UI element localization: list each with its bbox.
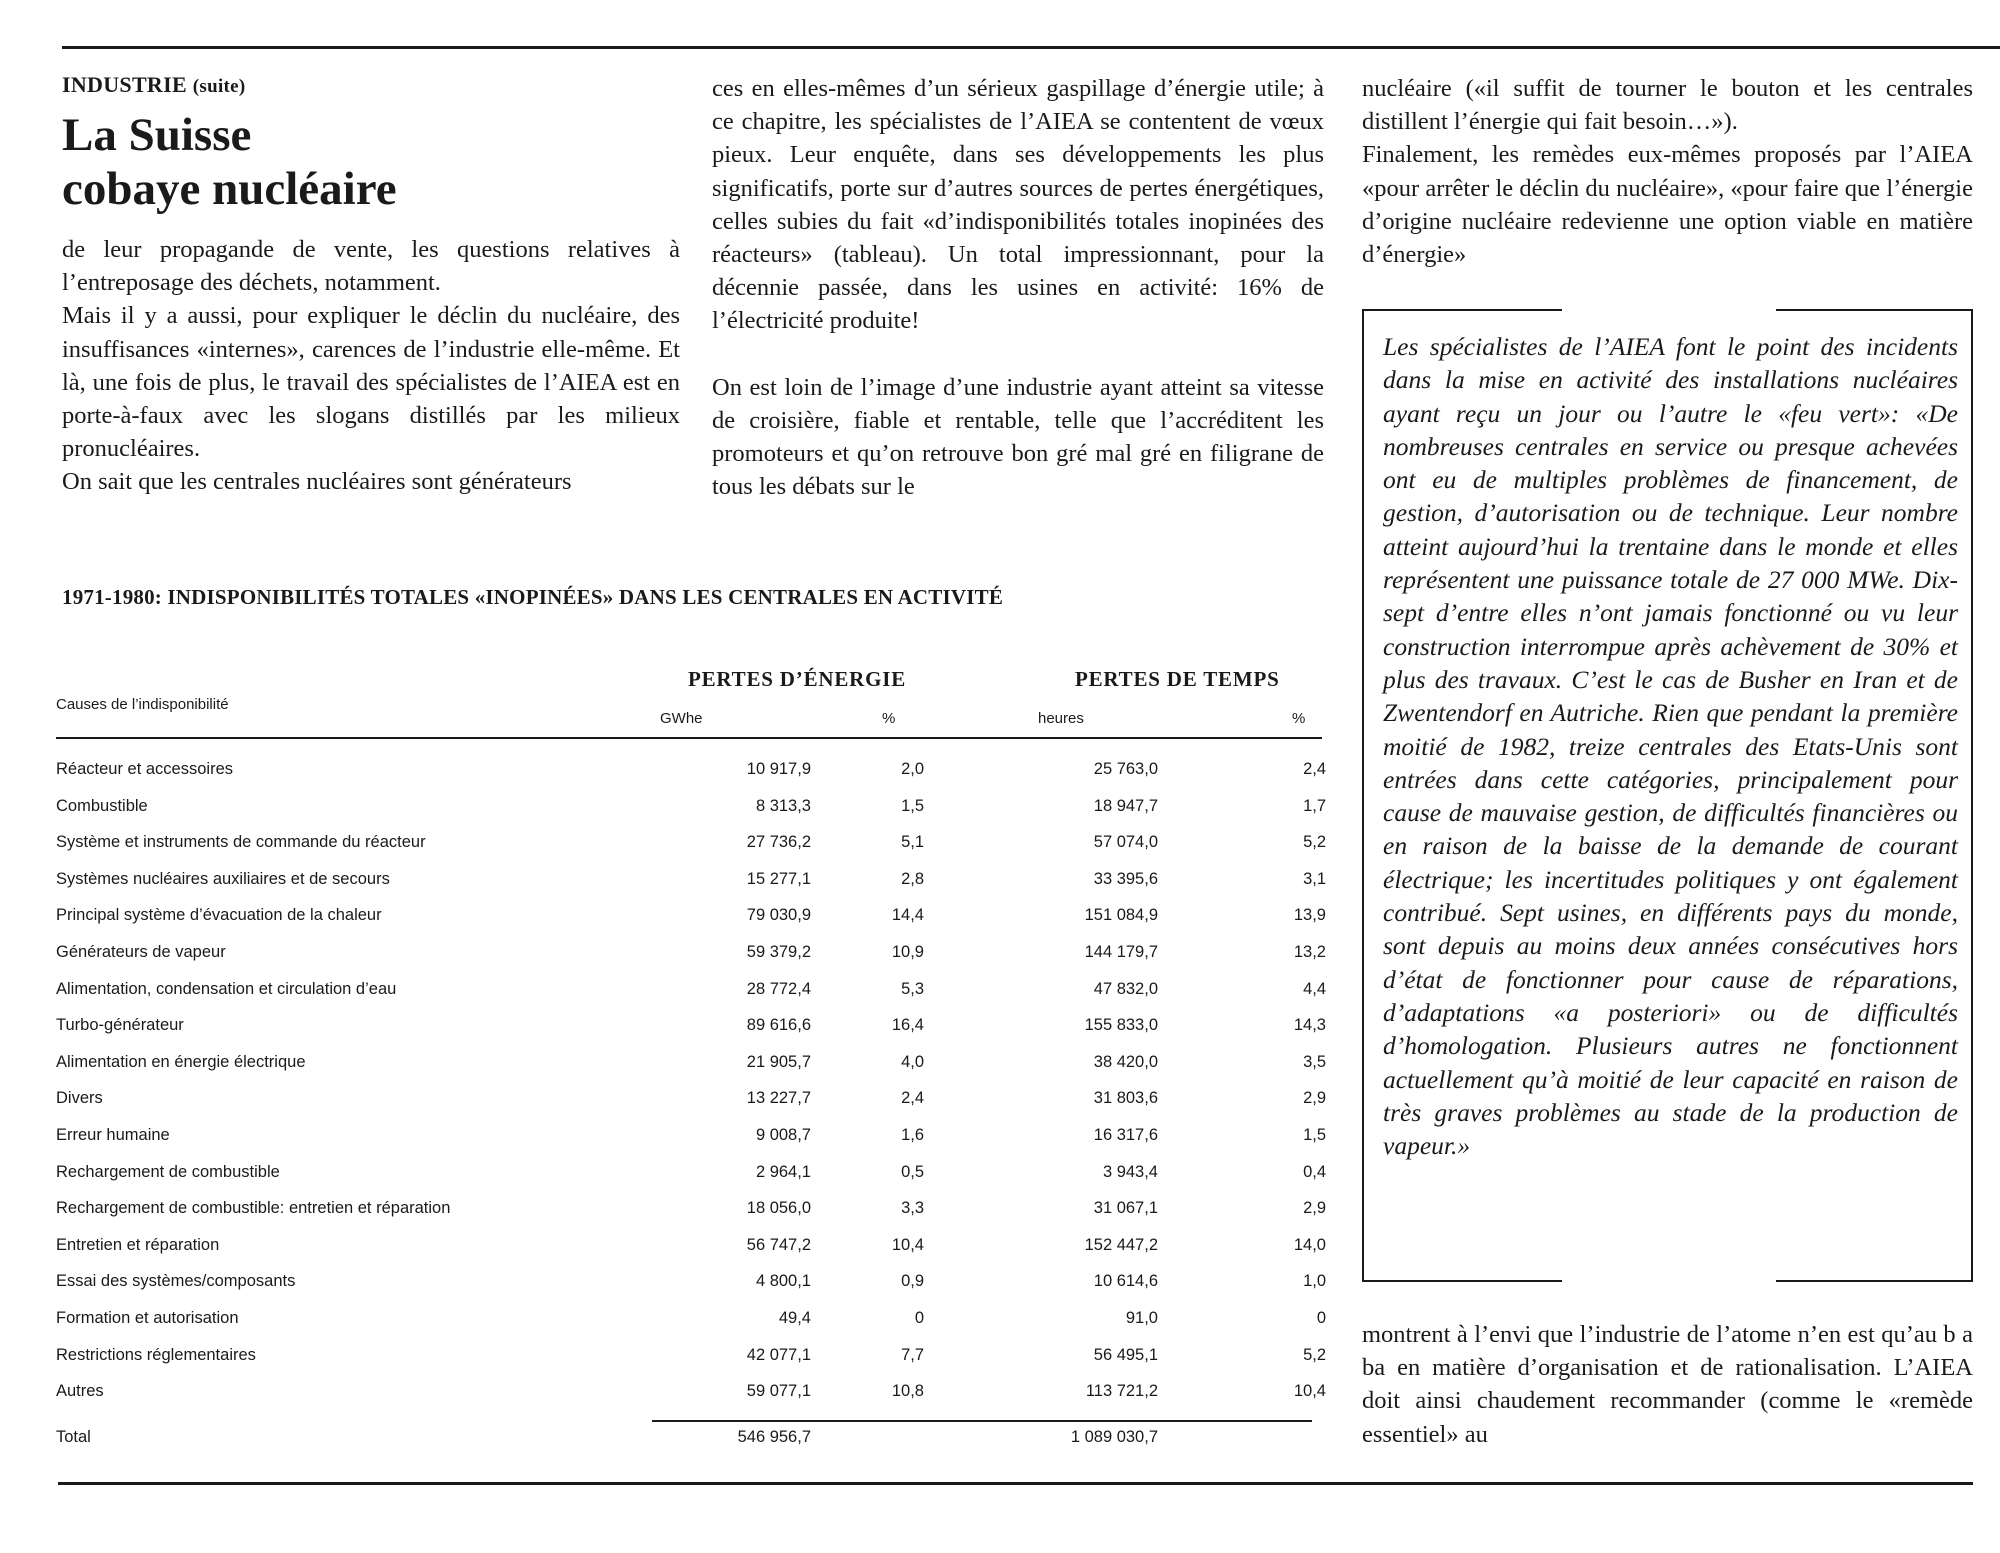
row-cause: Divers — [56, 1089, 103, 1108]
row-pct-time: 5,2 — [1303, 1345, 1326, 1364]
row-pct-energy: 0,5 — [901, 1162, 924, 1181]
row-gwhe: 18 056,0 — [746, 1199, 811, 1218]
table-row — [56, 1089, 1326, 1119]
row-gwhe: 9 008,7 — [755, 1126, 811, 1144]
row-pct-energy: 7,7 — [901, 1345, 924, 1364]
row-hours: 57 074,0 — [1093, 833, 1158, 852]
table-row — [56, 797, 1326, 827]
row-pct-energy: 2,8 — [901, 869, 924, 888]
row-gwhe: 79 030,9 — [746, 906, 811, 925]
header-pct-time: % — [1292, 710, 1306, 727]
table-row — [56, 1346, 1326, 1376]
row-hours: 3 943,4 — [1102, 1162, 1158, 1181]
row-pct-energy: 10,4 — [891, 1235, 924, 1254]
row-hours: 91,0 — [1125, 1309, 1158, 1327]
row-pct-time: 2,4 — [1303, 760, 1326, 778]
row-gwhe: 28 772,4 — [746, 979, 811, 998]
table-total-rule — [652, 1420, 1312, 1422]
row-pct-time: 1,0 — [1303, 1272, 1326, 1291]
col1-paragraph-2: Mais il y a aussi, pour expliquer le déclin du nucléaire, des insuffisances «internes», carences de l’industrie elle-même. Et là, une fois de plus, le travail des spécialistes de l’AIEA est en porte-à-faux avec les slogans distillés par les milieux pronucléaires. — [62, 302, 680, 463]
header-cause: Causes de l’indisponibilité — [56, 696, 229, 713]
row-hours: 31 803,6 — [1093, 1089, 1158, 1108]
col3-paragraph-3: montrent à l’envi que l’industrie de l’atome n’en est qu’au b a ba en matière d’organisation et de rationalisation. L’AIEA doit ainsi chaudement recommander (comme le «remède essentiel» au — [1362, 1321, 1973, 1448]
row-gwhe: 42 077,1 — [746, 1345, 811, 1364]
section-suffix: (suite) — [192, 76, 246, 97]
row-hours: 144 179,7 — [1084, 943, 1158, 961]
headline-line-2: cobaye nucléaire — [62, 163, 397, 215]
row-hours: 56 495,1 — [1093, 1345, 1158, 1364]
row-pct-energy: 5,3 — [901, 979, 924, 998]
row-gwhe: 59 077,1 — [746, 1382, 811, 1401]
row-cause: Turbo-générateur — [56, 1016, 184, 1035]
row-gwhe: 21 905,7 — [746, 1052, 811, 1071]
table-header-rule — [56, 737, 1322, 739]
row-cause: Autres — [56, 1382, 104, 1401]
row-pct-time: 13,2 — [1293, 943, 1326, 961]
table-row — [56, 1382, 1326, 1412]
row-gwhe: 49,4 — [778, 1309, 811, 1327]
row-pct-energy: 14,4 — [891, 906, 924, 925]
row-pct-time: 1,7 — [1303, 796, 1326, 815]
col2-paragraph-2: On est loin de l’image d’une industrie ayant atteint sa vitesse de croisière, fiable et rentable, telle que l’accréditent les promoteurs et qu’on retrouve bon gré mal gré en filigrane de tous les débats sur le — [712, 373, 1324, 501]
row-pct-time: 2,9 — [1303, 1199, 1326, 1218]
table-row — [56, 760, 1326, 790]
row-gwhe: 8 313,3 — [755, 796, 811, 815]
table-row — [56, 1016, 1326, 1046]
row-hours: 38 420,0 — [1093, 1052, 1158, 1071]
row-hours: 47 832,0 — [1093, 979, 1158, 998]
column-3-text-bottom — [1362, 1318, 1973, 1451]
row-pct-time: 4,4 — [1303, 979, 1326, 998]
row-pct-time: 1,5 — [1303, 1126, 1326, 1144]
section-name: INDUSTRIE — [62, 72, 187, 97]
row-gwhe: 10 917,9 — [746, 760, 811, 778]
row-pct-energy: 16,4 — [891, 1016, 924, 1035]
row-hours: 16 317,6 — [1093, 1126, 1158, 1144]
total-label: Total — [56, 1428, 91, 1446]
row-gwhe: 4 800,1 — [755, 1272, 811, 1291]
col1-paragraph-3: On sait que les centrales nucléaires sont générateurs — [62, 468, 572, 496]
column-1-text — [62, 233, 680, 499]
table-row — [56, 870, 1326, 900]
row-pct-energy: 1,5 — [901, 796, 924, 815]
row-pct-time: 3,5 — [1303, 1052, 1326, 1071]
row-cause: Restrictions réglementaires — [56, 1345, 256, 1364]
row-pct-energy: 2,0 — [901, 760, 924, 778]
quote-box-bottom-gap — [1562, 1277, 1776, 1287]
column-2-text — [712, 72, 1324, 503]
row-hours: 10 614,6 — [1093, 1272, 1158, 1291]
row-cause: Générateurs de vapeur — [56, 943, 226, 961]
total-hours: 1 089 030,7 — [1070, 1428, 1158, 1446]
row-cause: Alimentation, condensation et circulation d’eau — [56, 979, 397, 998]
row-gwhe: 2 964,1 — [755, 1162, 811, 1181]
table-row — [56, 1236, 1326, 1266]
row-hours: 31 067,1 — [1093, 1199, 1158, 1218]
row-cause: Combustible — [56, 796, 148, 815]
row-pct-energy: 5,1 — [901, 833, 924, 852]
row-hours: 33 395,6 — [1093, 869, 1158, 888]
table-row — [56, 906, 1326, 936]
table-row — [56, 1272, 1326, 1302]
row-hours: 18 947,7 — [1093, 796, 1158, 815]
col3-paragraph-2: Finalement, les remèdes eux-mêmes proposés par l’AIEA «pour arrêter le déclin du nucléaire», «pour faire que l’énergie d’origine nucléaire redevienne une option viable en matière d’énergie» — [1362, 141, 1973, 269]
row-gwhe: 56 747,2 — [746, 1235, 811, 1254]
row-pct-time: 0,4 — [1303, 1162, 1326, 1181]
row-hours: 152 447,2 — [1084, 1235, 1158, 1254]
row-hours: 155 833,0 — [1084, 1016, 1158, 1035]
row-pct-time: 2,9 — [1303, 1089, 1326, 1108]
col2-paragraph-1: ces en elles-mêmes d’un sérieux gaspillage d’énergie utile; à ce chapitre, les spécialistes de l’AIEA se contentent de vœux pieux. Leur enquête, dans ses développements les plus significatifs, porte sur d’autres sources de pertes énergétiques, celles subies du fait «d’indisponibilités totales inopinées des réacteurs» (tableau). Un total impressionnant, pour la décennie passée, dans les usines en activité: 16% de l’électricité produite! — [712, 75, 1324, 335]
row-gwhe: 27 736,2 — [746, 833, 811, 852]
section-label — [62, 72, 246, 98]
row-pct-energy: 4,0 — [901, 1052, 924, 1071]
row-pct-time: 13,9 — [1293, 906, 1326, 925]
header-gwhe: GWhe — [660, 710, 703, 727]
header-pct-energy: % — [882, 710, 896, 727]
row-pct-time: 14,0 — [1293, 1235, 1326, 1254]
top-rule — [62, 46, 2000, 49]
col3-paragraph-1: nucléaire («il suffit de tourner le bouton et les centrales distillent l’énergie qui fait besoin…»). — [1362, 75, 1973, 136]
row-hours: 113 721,2 — [1085, 1382, 1158, 1401]
headline-line-1: La Suisse — [62, 109, 252, 161]
row-pct-energy: 10,8 — [891, 1382, 924, 1401]
row-gwhe: 89 616,6 — [746, 1016, 811, 1035]
table-row — [56, 1053, 1326, 1083]
table-row — [56, 1163, 1326, 1193]
row-hours: 25 763,0 — [1093, 760, 1158, 778]
row-hours: 151 084,9 — [1084, 906, 1158, 925]
row-cause: Entretien et réparation — [56, 1235, 220, 1254]
row-pct-energy: 0,9 — [901, 1272, 924, 1291]
row-cause: Essai des systèmes/composants — [56, 1272, 296, 1291]
table-row — [56, 980, 1326, 1010]
row-cause: Réacteur et accessoires — [56, 760, 233, 778]
page-title — [62, 108, 622, 216]
row-pct-time: 0 — [1316, 1309, 1326, 1327]
row-cause: Rechargement de combustible: entretien et réparation — [56, 1199, 451, 1218]
quote-box-top-gap — [1562, 305, 1776, 315]
header-time-losses: PERTES DE TEMPS — [1075, 667, 1280, 691]
row-cause: Formation et autorisation — [56, 1309, 239, 1327]
table-row — [56, 833, 1326, 863]
table-row — [56, 1199, 1326, 1229]
row-pct-energy: 3,3 — [901, 1199, 924, 1218]
row-cause: Erreur humaine — [56, 1126, 170, 1144]
row-gwhe: 13 227,7 — [746, 1089, 811, 1108]
row-pct-time: 14,3 — [1293, 1016, 1326, 1035]
row-cause: Rechargement de combustible — [56, 1162, 280, 1181]
row-pct-energy: 10,9 — [891, 943, 924, 961]
row-pct-energy: 0 — [914, 1309, 924, 1327]
row-pct-energy: 2,4 — [901, 1089, 924, 1108]
header-hours: heures — [1038, 710, 1084, 727]
row-cause: Système et instruments de commande du réacteur — [56, 833, 426, 852]
table-total-row — [56, 1428, 1326, 1458]
row-cause: Principal système d’évacuation de la chaleur — [56, 906, 382, 925]
row-pct-energy: 1,6 — [901, 1126, 924, 1144]
row-gwhe: 15 277,1 — [746, 869, 811, 888]
table-row — [56, 943, 1326, 973]
col1-paragraph-1: de leur propagande de vente, les questions relatives à l’entreposage des déchets, notamment. — [62, 236, 680, 297]
row-pct-time: 3,1 — [1303, 869, 1326, 888]
row-cause: Alimentation en énergie électrique — [56, 1052, 306, 1071]
row-gwhe: 59 379,2 — [746, 943, 811, 961]
column-3-text-top — [1362, 72, 1973, 271]
row-pct-time: 5,2 — [1303, 833, 1326, 852]
header-energy-losses: PERTES D’ÉNERGIE — [688, 667, 907, 691]
bottom-rule — [58, 1482, 1973, 1485]
total-gwhe: 546 956,7 — [737, 1428, 811, 1446]
row-cause: Systèmes nucléaires auxiliaires et de secours — [56, 869, 390, 888]
table-row — [56, 1309, 1326, 1339]
table-title: 1971-1980: INDISPONIBILITÉS TOTALES «INOPINÉES» DANS LES CENTRALES EN ACTIVITÉ — [62, 585, 1004, 609]
table-row — [56, 1126, 1326, 1156]
boxed-quote-text: Les spécialistes de l’AIEA font le point des incidents dans la mise en activité des installations nucléaires ayant reçu un jour ou l’autre le «feu vert»: «De nombreuses centrales en service ou presque achevées ont eu de multiples problèmes de financement, de gestion, d’autorisation ou de technique. Leur nombre atteint aujourd’hui la trentaine dans le monde et elles représentent une puissance totale de 27 000 MWe. Dix-sept d’entre elles n’ont jamais fonctionné ou vu leur construction interrompue après achèvement de 30% et plus des travaux. C’est le cas de Busher en Iran et de Zwentendorf en Autriche. Rien que pendant la première moitié de 1982, treize centrales des Etats-Unis sont entrées dans cette catégories, principalement pour cause de mauvaise gestion, de difficultés financières ou en raison de la baisse de la demande de courant électrique; les incertitudes politiques y ont également contribué. Sept usines, en différents pays du monde, sont depuis au moins deux années consécutives hors d’état de fonctionner pour cause de réparations, d’adaptations «a posteriori» ou de difficultés d’homologation. Plusieurs autres ne fonctionnent actuellement qu’à moitié de leur capacité en raison de très graves problèmes au stade de la production de vapeur.» — [1383, 332, 1958, 1161]
row-pct-time: 10,4 — [1293, 1382, 1326, 1401]
